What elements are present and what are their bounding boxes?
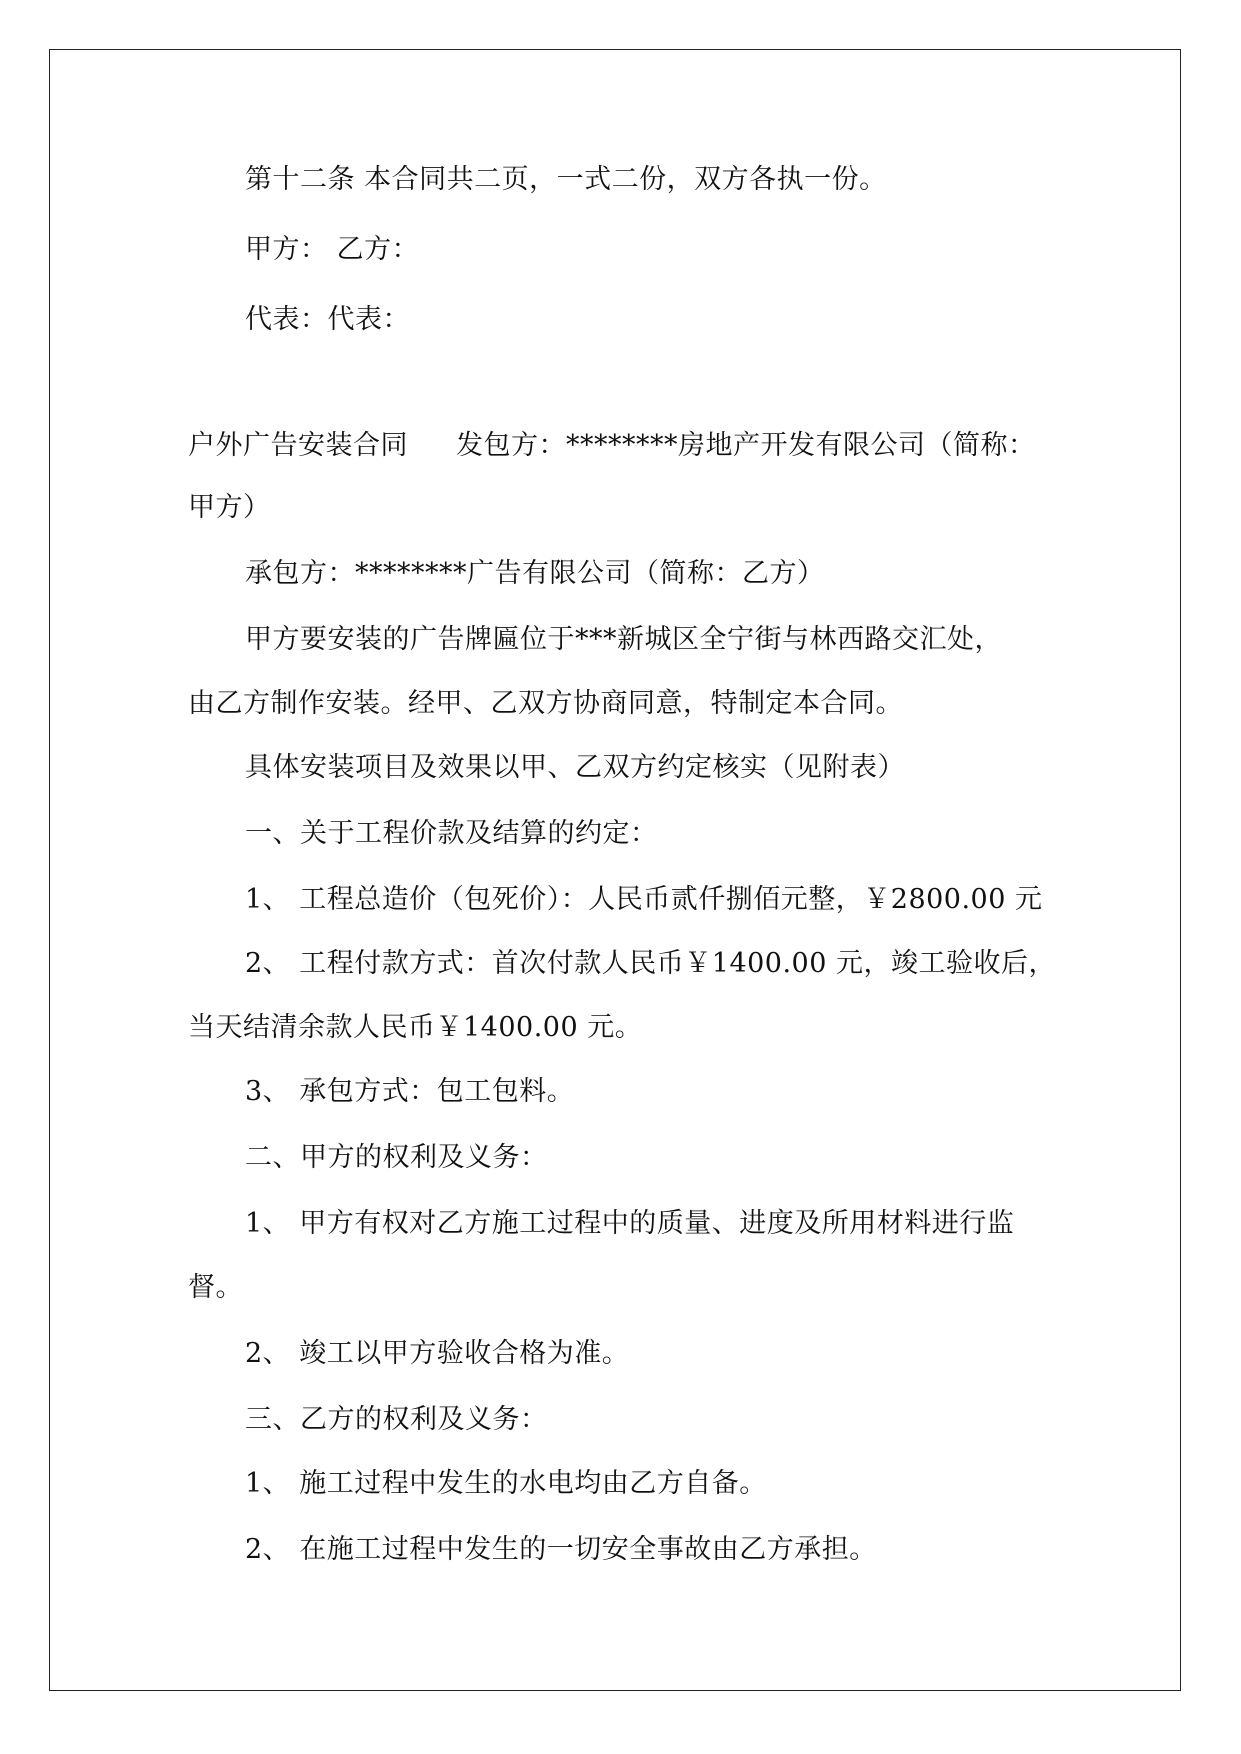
paragraph-location-line-2: 由乙方制作安装。经甲、乙双方协商同意，特制定本合同。	[188, 688, 903, 719]
section-2-item-1-line-2: 督。	[188, 1272, 243, 1303]
section-heading-1: 一、关于工程价款及结算的约定：	[245, 818, 658, 849]
contract-heading-line	[188, 428, 1036, 464]
section-3-item-1: 1、 施工过程中发生的水电均由乙方自备。	[245, 1468, 767, 1499]
section-1-item-2-line-2: 当天结清余款人民币￥1400.00 元。	[188, 1012, 643, 1043]
signature-parties-line: 甲方： 乙方：	[245, 234, 420, 265]
section-2-item-2: 2、 竣工以甲方验收合格为准。	[245, 1338, 630, 1369]
page-border	[49, 49, 1181, 1691]
clause-12-line: 第十二条 本合同共二页，一式二份，双方各执一份。	[245, 164, 887, 195]
section-1-item-2-line-1: 2、 工程付款方式：首次付款人民币￥1400.00 元，竣工验收后，	[245, 948, 1056, 979]
contractor-party-line: 承包方：********广告有限公司（简称：乙方）	[245, 558, 825, 589]
signature-representatives-line: 代表：代表：	[245, 304, 410, 335]
employer-party-continued: 甲方）	[188, 492, 271, 523]
section-heading-2: 二、甲方的权利及义务：	[245, 1142, 548, 1173]
paragraph-project-details: 具体安装项目及效果以甲、乙双方约定核实（见附表）	[245, 752, 905, 783]
section-2-item-1-line-1: 1、 甲方有权对乙方施工过程中的质量、进度及所用材料进行监	[245, 1208, 1015, 1239]
section-3-item-2: 2、 在施工过程中发生的一切安全事故由乙方承担。	[245, 1534, 877, 1565]
employer-party: 发包方：********房地产开发有限公司（简称：	[456, 430, 1036, 461]
section-heading-3: 三、乙方的权利及义务：	[245, 1404, 548, 1435]
paragraph-location-line-1: 甲方要安装的广告牌匾位于***新城区全宁街与林西路交汇处，	[245, 624, 1002, 655]
section-1-item-1: 1、 工程总造价（包死价）：人民币贰仟捌佰元整，￥2800.00 元	[245, 884, 1043, 915]
contract-title: 户外广告安装合同	[188, 430, 408, 461]
section-1-item-3: 3、 承包方式：包工包料。	[245, 1076, 575, 1107]
